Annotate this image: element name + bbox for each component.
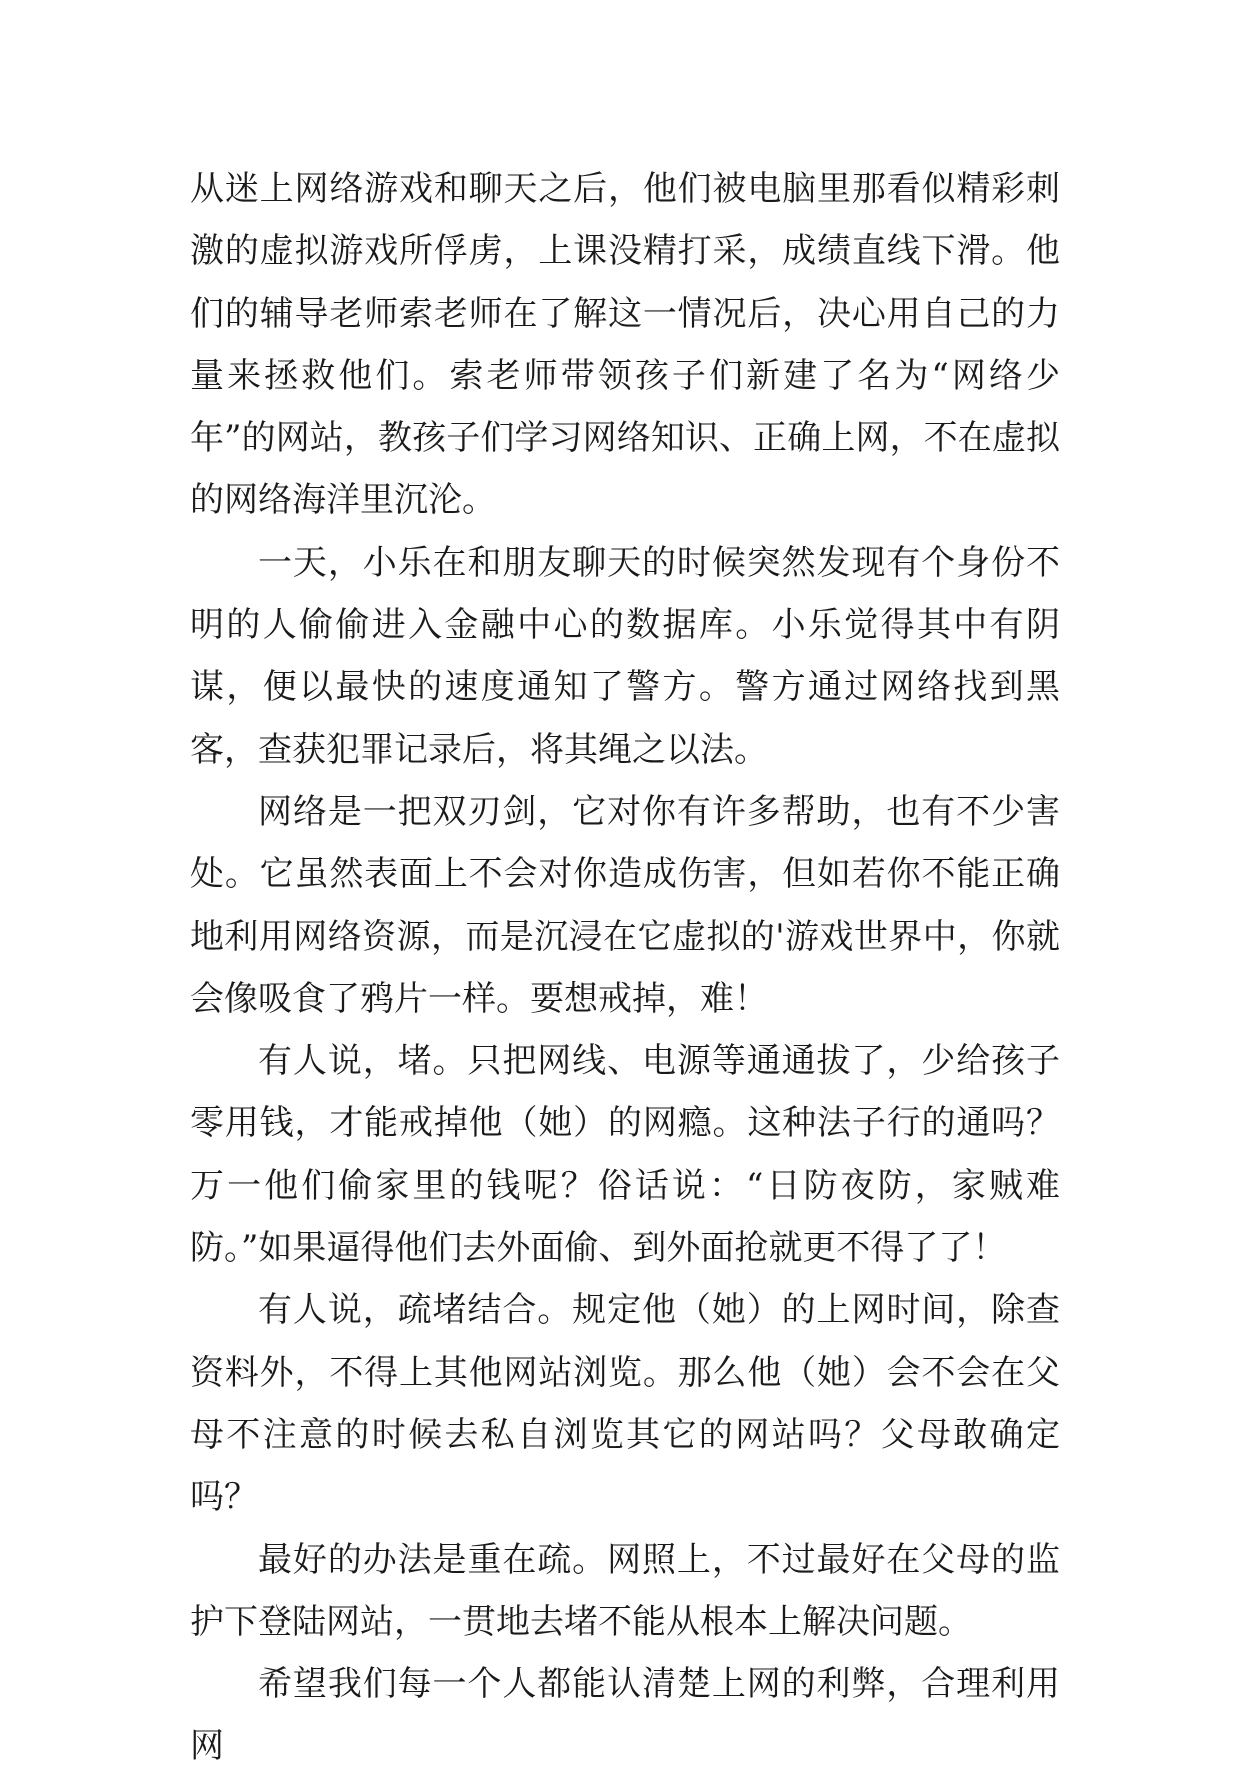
document-body (190, 158, 1060, 1778)
paragraph-5: 有人说，疏堵结合。规定他（她）的上网时间，除查资料外，不得上其他网站浏览。那么他（她）会不会在父母不注意的时候去私自浏览其它的网站吗？父母敢确定吗？ (190, 1290, 1060, 1518)
paragraph-6: 最好的办法是重在疏。网照上，不过最好在父母的监护下登陆网站，一贯地去堵不能从根本上解决问题。 (190, 1539, 1060, 1642)
paragraph-4: 有人说，堵。只把网线、电源等通通拔了，少给孩子零用钱，才能戒掉他（她）的网瘾。这种法子行的通吗？万一他们偷家里的钱呢？俗话说：“日防夜防，家贼难防。”如果逼得他们去外面偷、到外面抢就更不得了了！ (190, 1041, 1060, 1269)
paragraph-3: 网络是一把双刃剑，它对你有许多帮助，也有不少害处。它虽然表面上不会对你造成伤害，但如若你不能正确地利用网络资源，而是沉浸在它虚拟的'游戏世界中，你就会像吸食了鸦片一样。要想戒掉，难！ (190, 791, 1060, 1019)
paragraph-7: 希望我们每一个人都能认清楚上网的利弊，合理利用网 (190, 1664, 1060, 1767)
paragraph-1: 从迷上网络游戏和聊天之后，他们被电脑里那看似精彩刺激的虚拟游戏所俘虏，上课没精打采，成绩直线下滑。他们的辅导老师索老师在了解这一情况后，决心用自己的力量来拯救他们。索老师带领孩子们新建了名为“网络少年”的网站，教孩子们学习网络知识、正确上网，不在虚拟的网络海洋里沉沦。 (190, 169, 1060, 521)
paragraph-2: 一天，小乐在和朋友聊天的时候突然发现有个身份不明的人偷偷进入金融中心的数据库。小乐觉得其中有阴谋，便以最快的速度通知了警方。警方通过网络找到黑客，查获犯罪记录后，将其绳之以法。 (190, 542, 1060, 770)
